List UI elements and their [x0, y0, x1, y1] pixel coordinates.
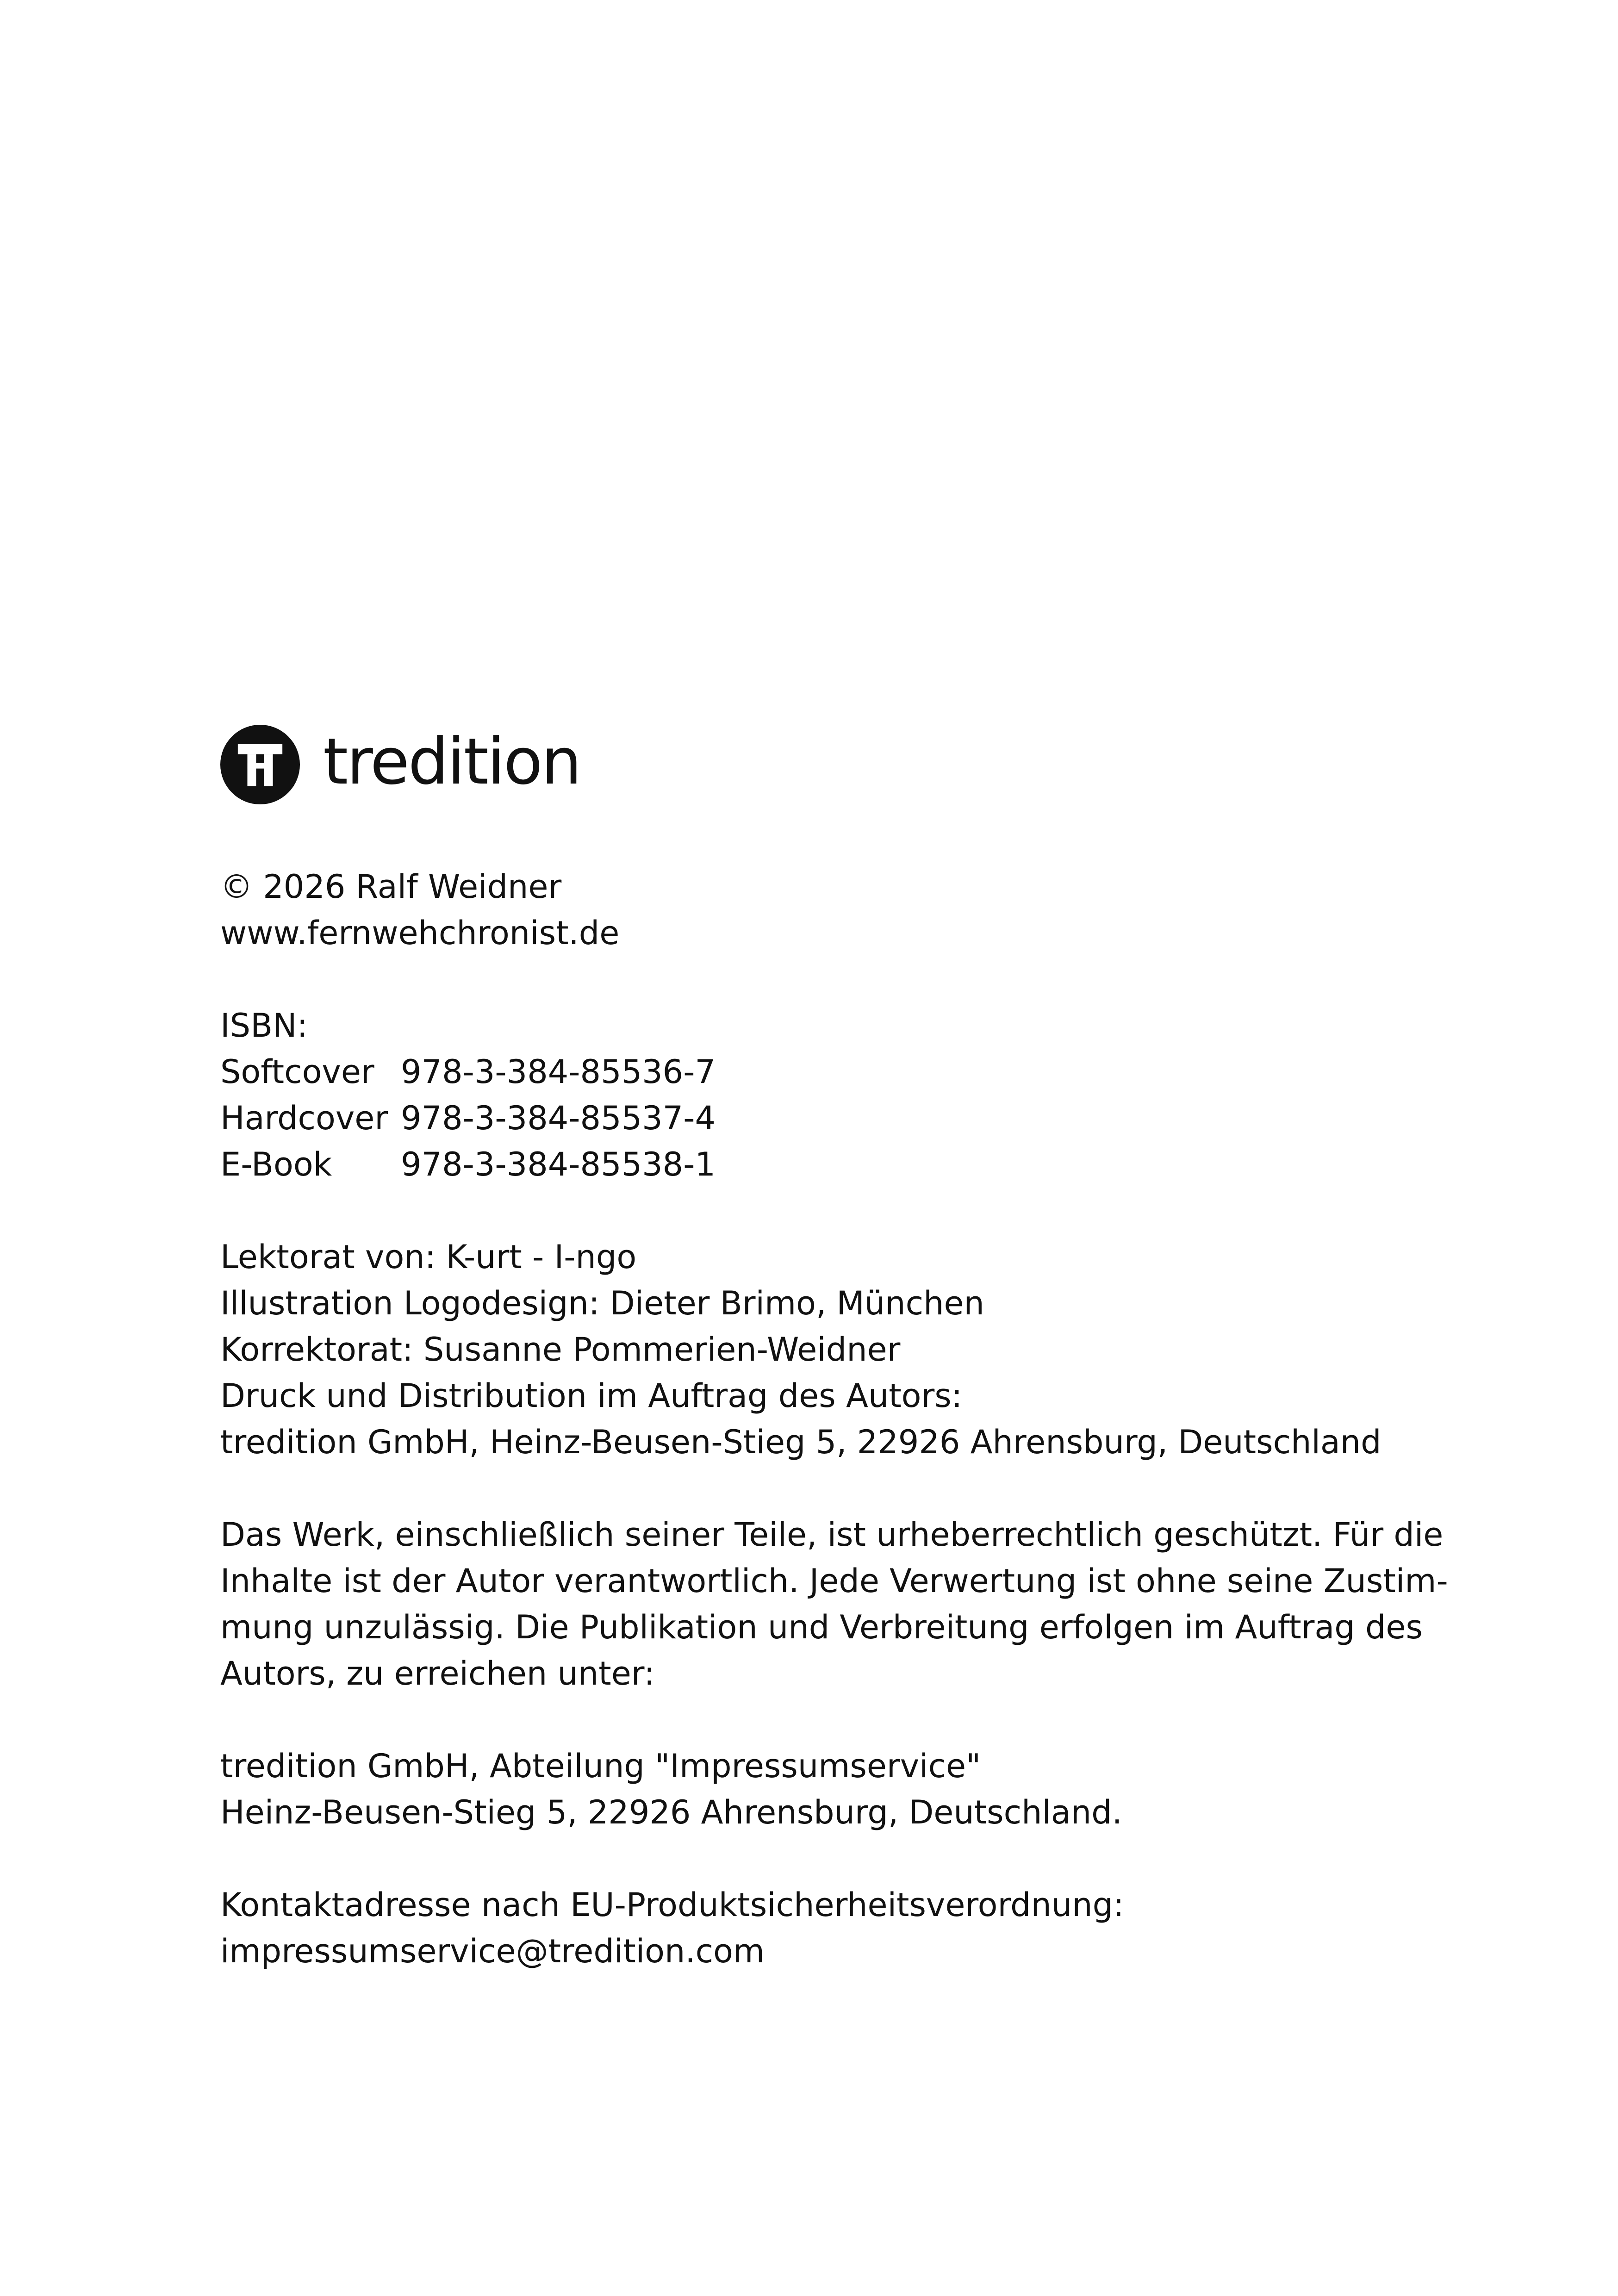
publisher-logo [220, 724, 580, 805]
isbn-number: 978-3-384-85537-4 [401, 1099, 716, 1137]
isbn-number: 978-3-384-85538-1 [401, 1145, 716, 1183]
imprint-text [220, 864, 1470, 1974]
credit-proofreading: Korrektorat: Susanne Pommerien-Weidner [220, 1331, 901, 1369]
service-address-line: Heinz-Beusen-Stieg 5, 22926 Ahrensburg, Deutschland. [220, 1793, 1122, 1831]
logo-wordmark: tredition [323, 724, 580, 799]
spacer [220, 1188, 1470, 1234]
credit-print-distribution: Druck und Distribution im Auftrag des Autors: [220, 1377, 963, 1415]
isbn-row-ebook [220, 1141, 1470, 1188]
isbn-heading: ISBN: [220, 1007, 308, 1045]
spacer [220, 1697, 1470, 1743]
credit-editing: Lektorat von: K-urt - I-ngo [220, 1238, 637, 1276]
service-address-line: tredition GmbH, Abteilung "Impressumservice" [220, 1747, 981, 1785]
isbn-type-label: E-Book [220, 1145, 332, 1183]
legal-text-line: mung unzulässig. Die Publikation und Verbreitung erfolgen im Auftrag des [220, 1608, 1423, 1646]
spacer [220, 956, 1470, 1002]
spacer [220, 1836, 1470, 1882]
legal-text-line: Autors, zu erreichen unter: [220, 1655, 655, 1692]
legal-text-line: Das Werk, einschließlich seiner Teile, ist urheberrechtlich geschützt. Für die [220, 1516, 1444, 1554]
spacer [220, 1465, 1470, 1512]
credit-publisher-address: tredition GmbH, Heinz-Beusen-Stieg 5, 22926 Ahrensburg, Deutschland [220, 1423, 1382, 1461]
isbn-row-softcover [220, 1049, 1470, 1095]
isbn-row-hardcover [220, 1095, 1470, 1141]
copyright-line: © 2026 Ralf Weidner [220, 868, 562, 906]
legal-text-line: Inhalte ist der Autor verantwortlich. Jede Verwertung ist ohne seine Zustim- [220, 1562, 1448, 1600]
author-website: www.fernwehchronist.de [220, 914, 620, 952]
isbn-type-label: Softcover [220, 1053, 374, 1091]
tredition-logo-icon [220, 725, 300, 804]
isbn-number: 978-3-384-85536-7 [401, 1053, 716, 1091]
credit-illustration: Illustration Logodesign: Dieter Brimo, München [220, 1284, 984, 1322]
contact-label: Kontaktadresse nach EU-Produktsicherheitsverordnung: [220, 1886, 1124, 1924]
isbn-type-label: Hardcover [220, 1099, 388, 1137]
contact-email: impressumservice@tredition.com [220, 1932, 765, 1970]
